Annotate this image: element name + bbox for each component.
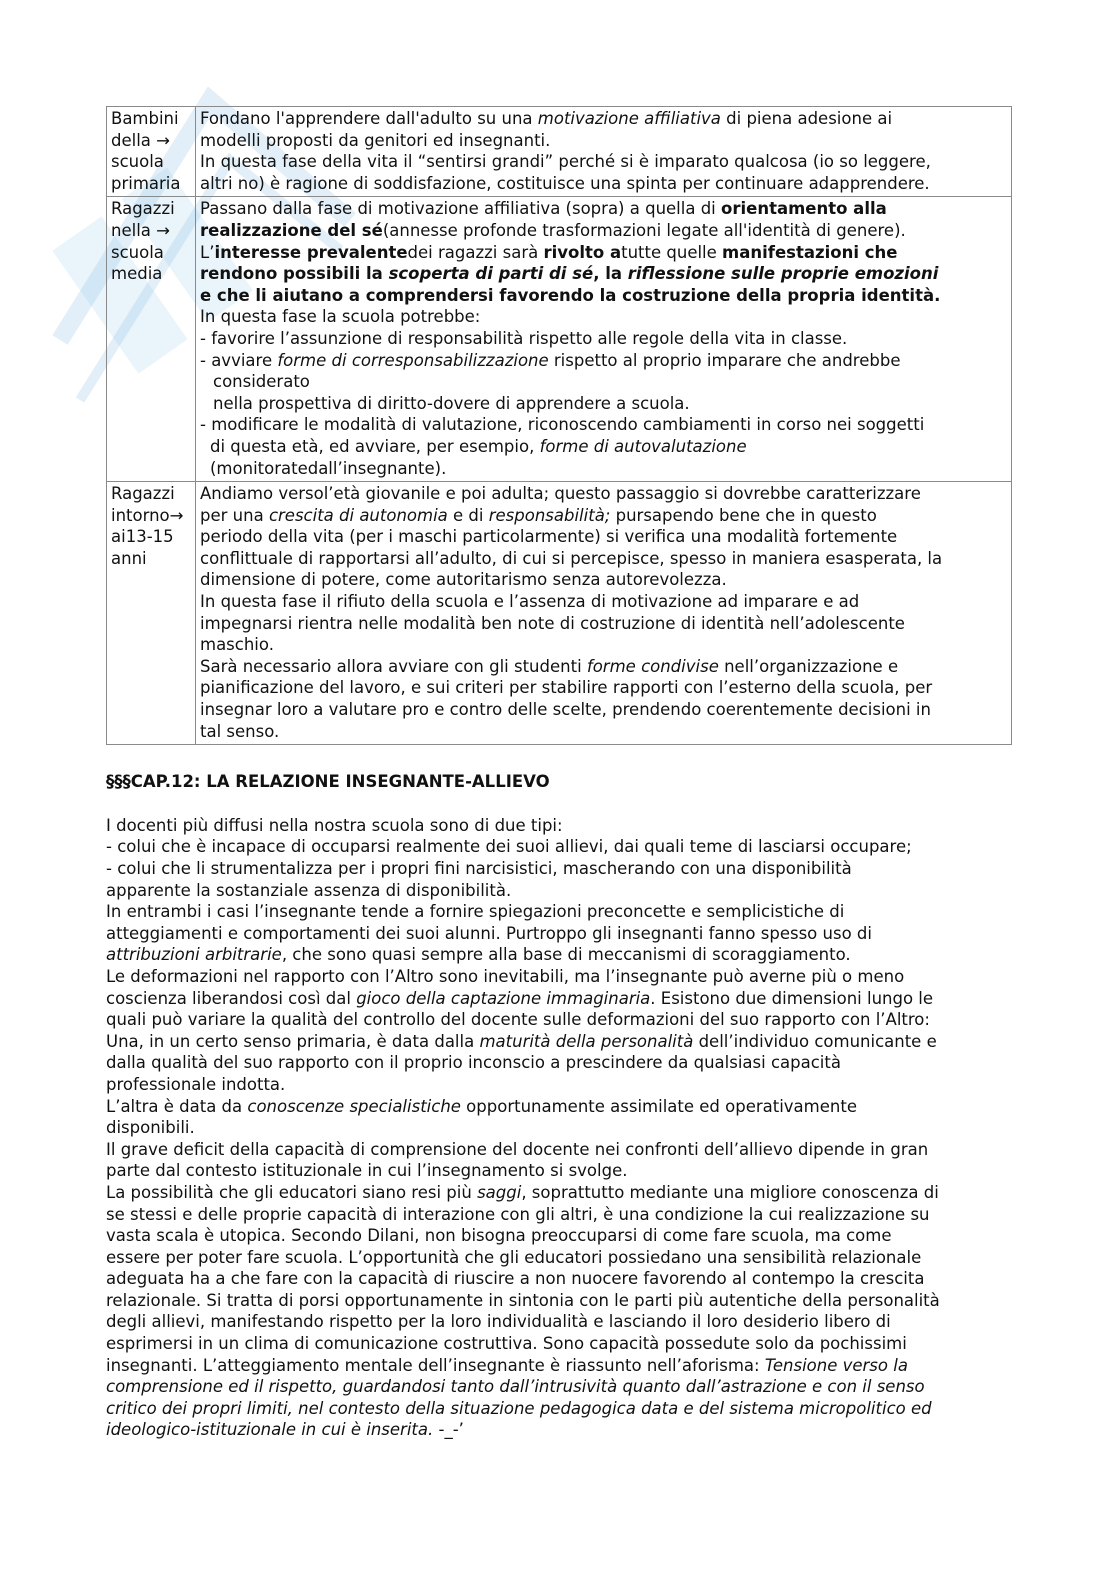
text-run: - modificare le modalità di valutazione, riconoscendo cambiamenti in corso nei soggetti — [200, 415, 925, 435]
text-run: insegnanti. L’atteggiamento mentale dell’insegnante è riassunto nell’aforisma: — [106, 1355, 765, 1375]
description-line — [200, 699, 1007, 721]
description-line — [200, 591, 1007, 613]
description-line — [200, 371, 1007, 393]
text-run: L’altra è data da — [106, 1096, 248, 1116]
row-label — [107, 482, 196, 745]
text-run: disponibili. — [106, 1118, 195, 1138]
description-line — [200, 220, 1007, 242]
text-run: apparente la sostanziale assenza di disponibilità. — [106, 880, 512, 900]
text-run: - avviare — [200, 350, 278, 370]
text-run: In entrambi i casi l’insegnante tende a fornire spiegazioni preconcette e semplicistiche di — [106, 902, 845, 922]
text-run: dei ragazzi sarà — [407, 242, 544, 262]
text-run: realizzazione del sé — [200, 220, 383, 240]
text-run: opportunamente assimilate ed operativamente — [460, 1096, 857, 1116]
text-run: Le deformazioni nel rapporto con l’Altro sono inevitabili, ma l’insegnante può averne più o meno — [106, 966, 905, 986]
page-content — [106, 106, 1016, 1441]
description-line — [200, 569, 1007, 591]
body-line — [106, 966, 1016, 988]
row-label-line: media — [111, 264, 163, 284]
text-run: gioco della captazione immaginaria — [356, 988, 651, 1008]
text-run: altri no) è ragione di soddisfazione, costituisce una spinta per continuare adapprendere. — [200, 173, 930, 193]
text-run: conoscenze specialistiche — [247, 1096, 461, 1116]
text-run: . Esistono due dimensioni lungo le — [650, 988, 934, 1008]
description-line — [200, 393, 1007, 415]
row-label-line: primaria — [111, 173, 181, 193]
description-line — [200, 414, 1007, 436]
body-line — [106, 1139, 1016, 1161]
chapter-body — [106, 815, 1016, 1441]
text-run: orientamento alla — [721, 199, 887, 219]
description-line — [200, 242, 1007, 264]
body-line — [106, 1182, 1016, 1204]
text-run: In questa fase la scuola potrebbe: — [200, 307, 481, 327]
text-run: adeguata ha a che fare con la capacità di riuscire a non nuocere favorendo al contempo la crescita — [106, 1269, 925, 1289]
text-run: per una — [200, 505, 269, 525]
body-line — [106, 1290, 1016, 1312]
row-label-line: intorno→ — [111, 505, 184, 525]
text-run: nell’organizzazione e — [718, 656, 899, 676]
text-run: , la — [593, 264, 628, 284]
body-line — [106, 901, 1016, 923]
text-run: considerato — [213, 372, 310, 392]
description-line — [200, 677, 1007, 699]
row-label-line: scuola — [111, 242, 164, 262]
text-run: rispetto al proprio imparare che andrebbe — [548, 350, 901, 370]
body-line — [106, 1204, 1016, 1226]
text-run: forme condivise — [586, 656, 719, 676]
text-run: Andiamo versol’età giovanile e poi adulta; questo passaggio si dovrebbe caratterizzare — [200, 484, 921, 504]
body-line — [106, 1052, 1016, 1074]
body-line — [106, 1376, 1016, 1398]
text-run: (monitoratedall’insegnante). — [210, 458, 447, 478]
row-label-line: della → — [111, 130, 170, 150]
row-label-line: scuola — [111, 152, 164, 172]
text-run: forme di autovalutazione — [539, 436, 747, 456]
body-line — [106, 880, 1016, 902]
text-run: riflessione sulle proprie emozioni — [627, 264, 939, 284]
text-run: dell’individuo comunicante e — [693, 1031, 937, 1051]
text-run: -_-’ — [433, 1420, 464, 1440]
body-line — [106, 1355, 1016, 1377]
text-run: atteggiamenti e comportamenti dei suoi alunni. Purtroppo gli insegnanti fanno spesso uso di — [106, 923, 872, 943]
body-line — [106, 815, 1016, 837]
text-run: L’ — [200, 242, 215, 262]
table-row — [107, 107, 1012, 197]
text-run: maschio. — [200, 635, 274, 655]
text-run: (annesse profonde trasformazioni legate all'identità di genere). — [382, 220, 906, 240]
text-run: - colui che li strumentalizza per i propri fini narcisistici, mascherando con una disponibilità — [106, 859, 852, 878]
body-line — [106, 1225, 1016, 1247]
text-run: tutte quelle — [621, 242, 723, 262]
text-run: se stessi e delle proprie capacità di interazione con gli altri, è una condizione la cui realizzazione su — [106, 1204, 930, 1224]
description-line — [200, 151, 1007, 173]
description-line — [200, 130, 1007, 152]
text-run: rivolto a — [543, 242, 622, 262]
body-line — [106, 1096, 1016, 1118]
row-label-line: Ragazzi — [111, 484, 175, 504]
description-line — [200, 350, 1007, 372]
text-run: quali può variare la qualità del controllo del docente sulle deformazioni del suo rapporto con l’Altro: — [106, 1010, 930, 1030]
body-line — [106, 1398, 1016, 1420]
text-run: modelli proposti da genitori ed insegnanti. — [200, 130, 551, 150]
body-line — [106, 988, 1016, 1010]
row-label-line: Ragazzi — [111, 199, 175, 219]
description-line — [200, 548, 1007, 570]
text-run: Una, in un certo senso primaria, è data dalla — [106, 1031, 480, 1051]
row-label-line: nella → — [111, 220, 170, 240]
text-run: dalla qualità del suo rapporto con il proprio inconscio a prescindere da qualsiasi capacità — [106, 1053, 841, 1073]
description-line — [200, 526, 1007, 548]
row-description — [196, 482, 1012, 745]
text-run: vasta scala è utopica. Secondo Dilani, non bisogna preoccuparsi di come fare scuola, ma come — [106, 1226, 892, 1246]
body-line — [106, 1117, 1016, 1139]
text-run: In questa fase il rifiuto della scuola e l’assenza di motivazione ad imparare e ad — [200, 592, 860, 612]
row-label-line: anni — [111, 548, 147, 568]
text-run: ideologico-istituzionale in cui è inserita. — [106, 1420, 434, 1440]
text-run: essere per poter fare scuola. L’opportunità che gli educatori possiedano una sensibilità relazionale — [106, 1247, 922, 1267]
description-line — [200, 656, 1007, 678]
text-run: tal senso. — [200, 721, 280, 741]
row-description — [196, 197, 1012, 482]
text-run: maturità della personalità — [479, 1031, 694, 1051]
text-run: degli allievi, manifestando rispetto per la loro individualità e lasciando il loro desiderio libero di — [106, 1312, 891, 1332]
body-line — [106, 858, 1016, 880]
body-line — [106, 1031, 1016, 1053]
text-run: coscienza liberandosi così dal — [106, 988, 357, 1008]
text-run: Il grave deficit della capacità di comprensione del docente nei confronti dell’allievo dipende in gran — [106, 1139, 929, 1159]
row-label — [107, 197, 196, 482]
body-line — [106, 1160, 1016, 1182]
text-run: responsabilità; — [488, 505, 611, 525]
description-line — [200, 173, 1007, 195]
body-line — [106, 944, 1016, 966]
body-line — [106, 1311, 1016, 1333]
text-run: crescita di autonomia — [268, 505, 448, 525]
description-line — [200, 108, 1007, 130]
row-label — [107, 107, 196, 197]
text-run: rendono possibili la — [200, 264, 389, 284]
description-line — [200, 306, 1007, 328]
text-run: e che li aiutano a comprendersi favorendo la costruzione della propria identità. — [200, 285, 941, 305]
body-line — [106, 1247, 1016, 1269]
text-run: critico dei propri limiti, nel contesto della situazione pedagogica data e del sistema micropolitico ed — [106, 1398, 932, 1418]
text-run: motivazione affiliativa — [537, 109, 721, 128]
body-line — [106, 1074, 1016, 1096]
text-run: manifestazioni che — [722, 242, 898, 262]
text-run: comprensione ed il rispetto, guardandosi tanto dall’intrusività quanto dall’astrazione e con il senso — [106, 1377, 925, 1397]
row-description — [196, 107, 1012, 197]
text-run: parte dal contesto istituzionale in cui l’insegnamento si svolge. — [106, 1161, 628, 1181]
text-run: forme di corresponsabilizzazione — [277, 350, 549, 370]
body-line — [106, 1419, 1016, 1441]
text-run: Fondano l'apprendere dall'adulto su una — [200, 109, 538, 128]
row-label-line: Bambini — [111, 109, 179, 128]
description-line — [200, 328, 1007, 350]
row-label-line: ai13-15 — [111, 527, 174, 547]
text-run: di piena adesione ai — [720, 109, 893, 128]
text-run: attribuzioni arbitrarie — [106, 945, 282, 965]
age-phase-table — [106, 106, 1012, 745]
description-line — [200, 721, 1007, 743]
text-run: periodo della vita (per i maschi particolarmente) si verifica una modalità fortemente — [200, 527, 898, 547]
text-run: relazionale. Si tratta di porsi opportunamente in sintonia con le parti più autentiche della personalità — [106, 1290, 940, 1310]
text-run: , che sono quasi sempre alla base di meccanismi di scoraggiamento. — [281, 945, 851, 965]
text-run: scoperta di parti di sé — [388, 264, 594, 284]
body-line — [106, 1268, 1016, 1290]
chapter-title: §§§CAP.12: LA RELAZIONE INSEGNANTE-ALLIEVO — [106, 772, 550, 792]
text-run: La possibilità che gli educatori siano resi più — [106, 1182, 478, 1202]
text-run: pianificazione del lavoro, e sui criteri per stabilire rapporti con l’esterno della scuola, per — [200, 678, 933, 698]
text-run: Sarà necessario allora avviare con gli studenti — [200, 656, 587, 676]
text-run: impegnarsi rientra nelle modalità ben note di costruzione di identità nell’adolescente — [200, 613, 905, 633]
body-line — [106, 1009, 1016, 1031]
description-line — [200, 198, 1007, 220]
text-run: professionale indotta. — [106, 1074, 286, 1094]
text-run: insegnar loro a valutare pro e contro delle scelte, prendendo coerentemente decisioni in — [200, 700, 931, 720]
text-run: pursapendo bene che in questo — [610, 505, 877, 525]
text-run: esprimersi in un clima di comunicazione costruttiva. Sono capacità possedute solo da pochissimi — [106, 1334, 907, 1354]
body-line — [106, 923, 1016, 945]
text-run: dimensione di potere, come autoritarismo senza autorevolezza. — [200, 570, 727, 590]
description-line — [200, 505, 1007, 527]
text-run: Passano dalla fase di motivazione affiliativa (sopra) a quella di — [200, 199, 721, 219]
description-line — [200, 263, 1007, 285]
text-run: Tensione verso la — [764, 1355, 908, 1375]
text-run: e di — [447, 505, 489, 525]
description-line — [200, 634, 1007, 656]
table-row — [107, 482, 1012, 745]
description-line — [200, 285, 1007, 307]
text-run: I docenti più diffusi nella nostra scuola sono di due tipi: — [106, 815, 563, 835]
description-line — [200, 436, 1007, 458]
text-run: conflittuale di rapportarsi all’adulto, di cui si percepisce, spesso in maniera esasperata, la — [200, 548, 943, 568]
description-line — [200, 458, 1007, 480]
text-run: di questa età, ed avviare, per esempio, — [210, 436, 540, 456]
table-row — [107, 197, 1012, 482]
text-run: , soprattutto mediante una migliore conoscenza di — [521, 1182, 939, 1202]
body-line — [106, 836, 1016, 858]
text-run: nella prospettiva di diritto-dovere di apprendere a scuola. — [213, 393, 690, 413]
text-run: - colui che è incapace di occuparsi realmente dei suoi allievi, dai quali teme di lasciarsi occupare; — [106, 837, 912, 857]
text-run: interesse prevalente — [214, 242, 408, 262]
body-line — [106, 1333, 1016, 1355]
description-line — [200, 613, 1007, 635]
text-run: - favorire l’assunzione di responsabilità rispetto alle regole della vita in classe. — [200, 328, 848, 348]
text-run: In questa fase della vita il “sentirsi grandi” perché si è imparato qualcosa (io so leggere, — [200, 152, 931, 172]
text-run: saggi — [477, 1182, 522, 1202]
description-line — [200, 483, 1007, 505]
